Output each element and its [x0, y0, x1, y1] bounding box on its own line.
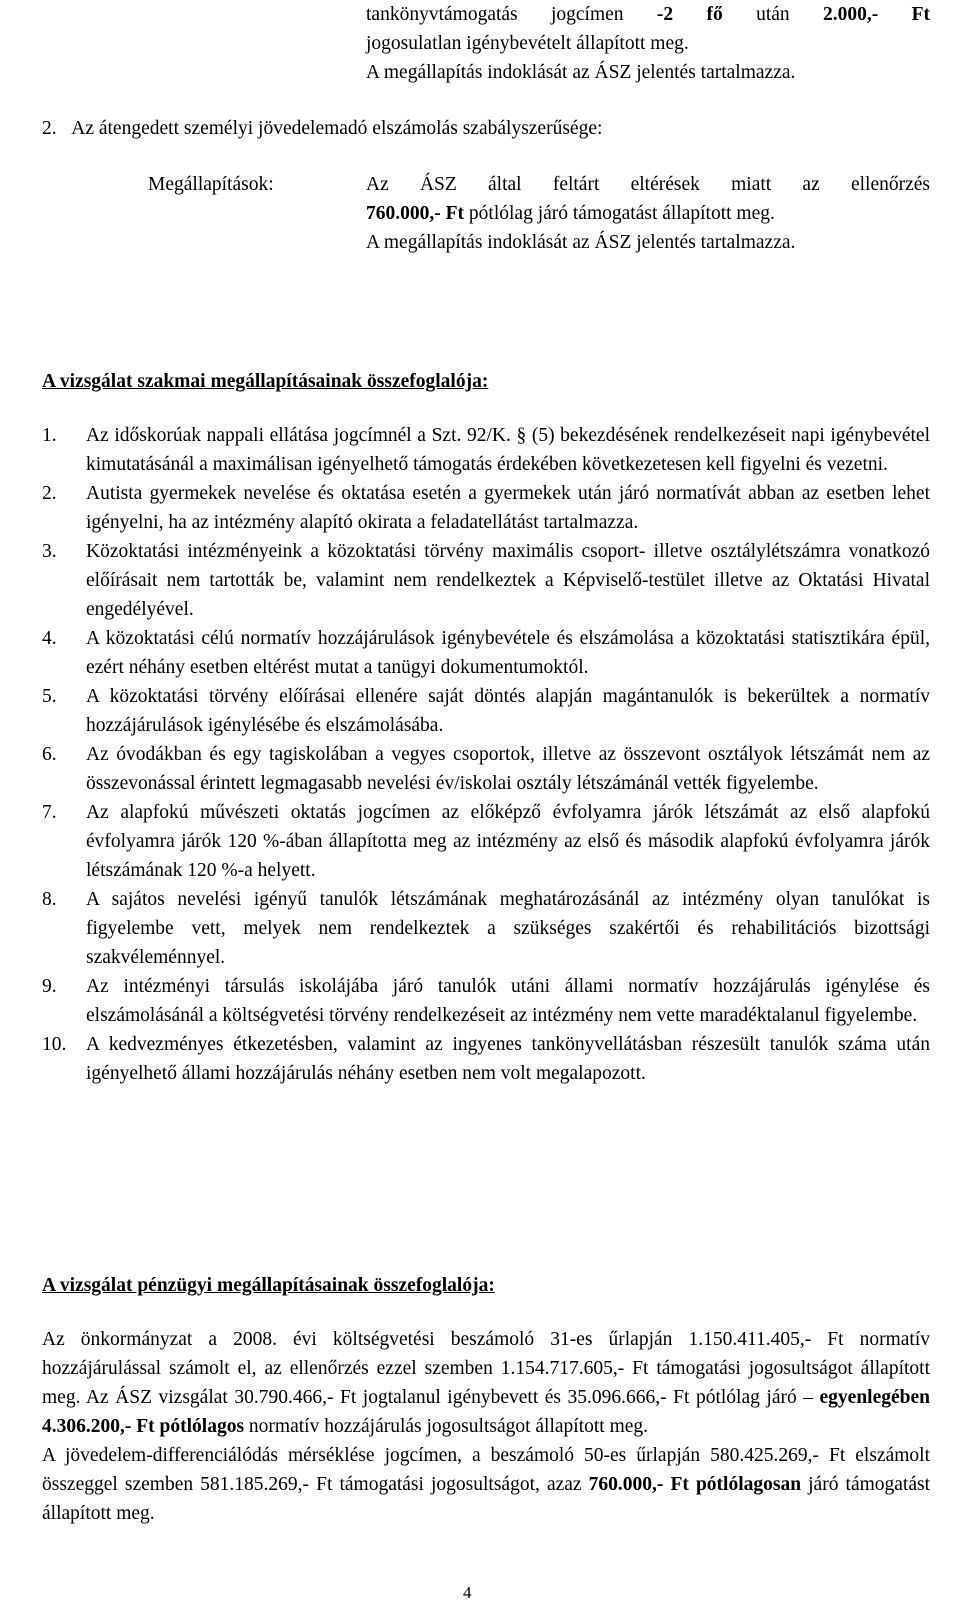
list-item-number: 7.	[42, 802, 57, 823]
text-run: pótlólag járó támogatást állapított meg.	[464, 203, 775, 224]
list-item-text: Az óvodákban és egy tagiskolában a vegyes csoportok, illetve az összevont osztályok létszámát nem az összevonással érintett legmagasabb nevelési év/iskolai osztály létszámánál vették figyelembe.	[86, 744, 930, 794]
list-item-number: 9.	[42, 976, 57, 997]
bold-run: 760.000,- Ft	[366, 203, 465, 224]
text-line: A megállapítás indoklását az ÁSZ jelentés tartalmazza.	[366, 62, 796, 83]
list-item	[42, 885, 930, 972]
page-number: 4	[463, 1583, 472, 1602]
financial-summary-text	[42, 1325, 930, 1528]
paragraph	[42, 1325, 930, 1441]
bold-run: egyenlegében 4.306.200,- Ft pótlólagos	[42, 1387, 930, 1437]
section-2-heading	[42, 114, 942, 143]
bold-run: 2.000,- Ft	[823, 4, 930, 25]
previous-finding-continuation	[366, 0, 930, 87]
section-number: 2.	[42, 118, 57, 139]
list-item-text: Autista gyermekek nevelése és oktatása esetén a gyermekek után járó normatívát abban az esetben lehet igényelni, ha az intézmény alapító okirata a feladatellátást tartalmazza.	[86, 483, 930, 533]
list-item-text: Az időskorúak nappali ellátása jogcímnél a Szt. 92/K. § (5) bekezdésének rendelkezéseit napi igénybevétel kimutatásánál a maximálisan igényelhető támogatás érdekében következetesen kell figyelni és vezetni.	[86, 425, 930, 475]
financial-summary-heading: A vizsgálat pénzügyi megállapításainak összefoglalója:	[42, 1275, 495, 1296]
list-item	[42, 1030, 930, 1088]
list-item	[42, 740, 930, 798]
list-item-text: Az intézményi társulás iskolájába járó tanulók utáni állami normatív hozzájárulás igénylése és elszámolásánál a költségvetési törvény rendelkezéseit az intézmény nem vette maradéktalanul figyelembe.	[86, 976, 930, 1026]
text-run: normatív hozzájárulás jogosultságot állapított meg.	[244, 1416, 649, 1437]
list-item-number: 2.	[42, 483, 57, 504]
list-item	[42, 421, 930, 479]
list-item-number: 4.	[42, 628, 57, 649]
bold-run: -2 fő	[656, 4, 723, 25]
text-line	[366, 199, 930, 228]
list-item-number: 8.	[42, 889, 57, 910]
list-item	[42, 537, 930, 624]
list-item-text: A közoktatási törvény előírásai ellenére saját döntés alapján magántanulók is bekerültek a normatív hozzájárulások igénylésébe és elszámolásába.	[86, 686, 930, 736]
findings-text	[366, 170, 930, 257]
professional-summary-heading: A vizsgálat szakmai megállapításainak összefoglalója:	[42, 371, 489, 392]
text-line: Az ÁSZ által feltárt eltérések miatt az ellenőrzés	[366, 174, 930, 195]
list-item	[42, 972, 930, 1030]
text-line: A megállapítás indoklását az ÁSZ jelentés tartalmazza.	[366, 232, 796, 253]
text-line	[366, 0, 930, 29]
paragraph	[42, 1441, 930, 1528]
list-item-text: A sajátos nevelési igényű tanulók létszámának meghatározásánál az intézmény olyan tanulókat is figyelembe vett, melyek nem rendelkeztek a szükséges szakértői és rehabilitációs bizottsági szakvéleménnyel.	[86, 889, 930, 968]
list-item	[42, 798, 930, 885]
text-run: A jövedelem-differenciálódás mérséklése jogcímen, a beszámoló 50-es űrlapján 580.425.269,- Ft elszámolt összeggel szemben 581.185.269,- Ft támogatási jogosultságot, azaz	[42, 1445, 930, 1495]
findings-label: Megállapítások:	[148, 174, 274, 195]
list-item-number: 10.	[42, 1034, 67, 1055]
list-item-text: Közoktatási intézményeink a közoktatási törvény maximális csoport- illetve osztálylétszámra vonatkozó előírásait nem tartották be, valamint nem rendelkeztek a Képviselő-testület illetve az Oktatási Hivatal engedélyével.	[86, 541, 930, 620]
list-item-number: 6.	[42, 744, 57, 765]
text-run: tankönyvtámogatás jogcímen	[366, 4, 657, 25]
section-title: Az átengedett személyi jövedelemadó elszámolás szabályszerűsége:	[71, 118, 603, 139]
list-item-number: 5.	[42, 686, 57, 707]
text-line: jogosulatlan igénybevételt állapított meg.	[366, 33, 689, 54]
list-item-number: 3.	[42, 541, 57, 562]
list-item-number: 1.	[42, 425, 57, 446]
text-run: Az önkormányzat a 2008. évi költségvetési beszámoló 31-es űrlapján 1.150.411.405,- Ft normatív hozzájárulással számolt el, az ellenőrzés ezzel szemben 1.154.717.605,- Ft támogatási jogosultságot állapított meg. Az ÁSZ vizsgálat 30.790.466,- Ft jogtalanul igénybevett és 35.096.666,- Ft pótlólag járó –	[42, 1329, 930, 1408]
text-run: járó támogatást állapított meg.	[42, 1474, 930, 1524]
list-item-text: A közoktatási célú normatív hozzájárulások igénybevétele és elszámolása a közoktatási statisztikára épül, ezért néhány esetben eltérést mutat a tanügyi dokumentumoktól.	[86, 628, 930, 678]
list-item-text: A kedvezményes étkezetésben, valamint az ingyenes tankönyvellátásban részesült tanulók száma után igényelhető állami hozzájárulás néhány esetben nem volt megalapozott.	[86, 1034, 930, 1084]
list-item	[42, 624, 930, 682]
text-run: után	[722, 4, 823, 25]
professional-findings-list	[42, 421, 930, 1088]
list-item-text: Az alapfokú művészeti oktatás jogcímen az előképző évfolyamra járók létszámát az első alapfokú évfolyamra járók 120 %-ában állapította meg az intézmény az első és második alapfokú évfolyamra járók létszámának 120 %-a helyett.	[86, 802, 930, 881]
list-item	[42, 479, 930, 537]
list-item	[42, 682, 930, 740]
bold-run: 760.000,- Ft pótlólagosan	[588, 1474, 802, 1495]
